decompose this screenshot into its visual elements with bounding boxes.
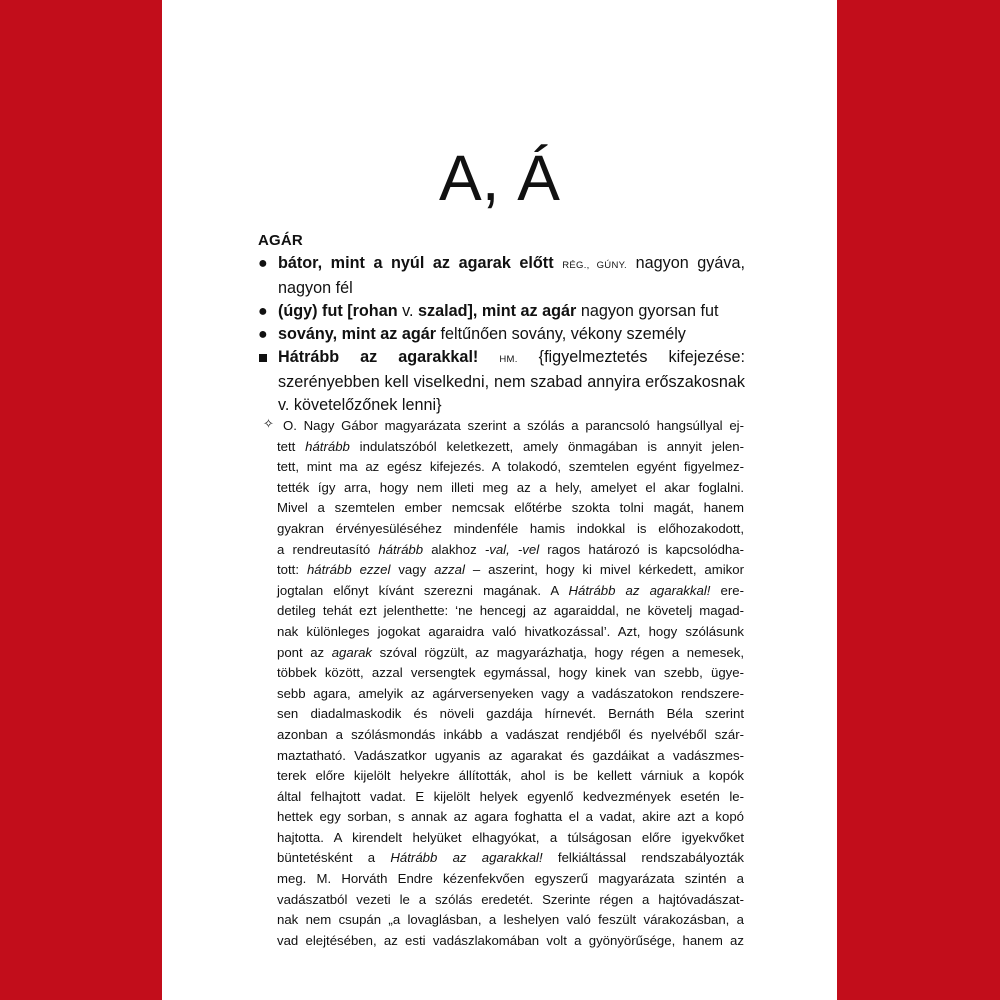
bullet-dot-icon: ● xyxy=(258,255,268,272)
note-line: maztatható. Vadászatkor ugyanis az agarakat és gazdáikat a vadászmes- xyxy=(277,747,744,763)
note-line: nak különleges jogokat agaraidra való hivatkozással’. Azt, hogy szólásunk xyxy=(277,623,744,639)
entry-definition: nagyon gyáva, nagyon fél xyxy=(278,254,745,297)
bullet-dot-icon: ● xyxy=(258,303,268,320)
note-line: O. Nagy Gábor magyarázata szerint a szólás a parancsoló hangsúllyal ej- xyxy=(283,418,744,433)
entry-phrase: bátor, mint a nyúl az agarak előtt xyxy=(278,254,554,272)
entry-phrase: sovány, mint az agár xyxy=(278,325,437,343)
entry-item xyxy=(258,323,745,346)
note-line: pont az agarak szóval rögzült, az magyarázhatja, hogy régen a nemesek, xyxy=(277,644,744,660)
note-line: gyakran érvényesüléséhez mindenféle hamis indokkal is előhozakodott, xyxy=(277,520,744,536)
entry-phrase: (úgy) fut [rohan xyxy=(278,302,398,320)
note-line: hajtotta. A kirendelt helyüket elhagyókat, a túlságosan előre igyekvőket xyxy=(277,829,744,845)
note-line: detileg tehát ezt jelenthette: ‘ne hencegj az agaraiddal, ne követelj magad- xyxy=(277,603,744,619)
entry-abbr: RÉG., GÚNY. xyxy=(562,260,627,271)
entry-list xyxy=(258,252,745,417)
note-line: meg. M. Horváth Endre kézenfekvően egyszerű magyarázata szintén a xyxy=(277,871,744,887)
entry-definition: {figyelmeztetés kifejezése: szerényebben kell viselkedni, nem szabad annyira erőszakosnak v. követelőzőnek lenni} xyxy=(278,348,745,414)
entry-definition: nagyon gyorsan fut xyxy=(580,302,719,320)
sparkle-icon: ✧ xyxy=(263,416,274,431)
left-red-margin xyxy=(0,0,162,1000)
section-title: A, Á xyxy=(439,142,560,214)
note-line: tették így arra, hogy nem illeti meg az a hely, amelyet el akar foglalni. xyxy=(277,479,744,495)
entry-abbr: HM. xyxy=(499,354,518,365)
note-line: büntetésként a Hátrább az agarakkal! felkiáltással rendszabályozták xyxy=(277,850,744,866)
note-line: a rendreutasító hátrább alakhoz -val, -vel ragos határozó is kapcsolódha- xyxy=(277,541,744,557)
note-line: által felhajtott vadat. E kijelölt helyek egyenlő kedvezmények esetén le- xyxy=(277,788,744,804)
note-line: tott: hátrább ezzel vagy azzal – aszerint, hogy ki mivel kérkedett, amikor xyxy=(277,562,745,578)
note-line: sebb agara, amelyik az agárversenyeken vagy a vadászatokon rendszere- xyxy=(277,685,744,701)
entry-phrase: szalad], mint az agár xyxy=(417,302,577,320)
note-line: terek előre kijelölt helyekre állították, ahol is be kellett várniuk a kopók xyxy=(277,768,744,784)
right-red-margin xyxy=(837,0,1000,1000)
note-line: tett, mint ma az egész kifejezés. A tolakodó, szemtelen egyént figyelmez- xyxy=(277,459,744,475)
entry-phrase: Hátrább az agarakkal! xyxy=(278,348,479,366)
note-line: nak nem csupán „a lovaglásban, a leshelyen való feszült várakozásban, a xyxy=(277,912,744,928)
entry-item xyxy=(258,346,745,417)
bullet-square-icon xyxy=(259,354,267,362)
bullet-dot-icon: ● xyxy=(258,326,268,343)
note-line: Mivel a szemtelen ember nemcsak előtérbe szokta tolni magát, hanem xyxy=(277,500,744,516)
note-line: többek között, azzal versengtek egymással, hogy kinek van szebb, ügye- xyxy=(277,665,744,681)
note-line: vad elejtésében, az esti vadászlakomában volt a gyönyörűsége, hanem az xyxy=(277,932,744,948)
dictionary-page xyxy=(162,0,837,1000)
note-line: sen diadalmaskodik és növeli gazdája hírnevét. Bernáth Béla szerint xyxy=(277,706,744,722)
entry-item xyxy=(258,300,745,323)
note-line: jogtalan előnyt kívánt szerezni magának. A Hátrább az agarakkal! ere- xyxy=(277,582,744,598)
note-line: tett hátrább indulatszóból keletkezett, amely önmagában is annyit jelen- xyxy=(277,438,744,454)
note-line: azonban a szólásmondás inkább a vadászat rendjéből és nyelvéből szár- xyxy=(277,726,744,742)
note-lines xyxy=(277,416,744,951)
note-line: vadászatból vezeti le a szólás eredetét. Szerinte régen a hajtóvadászat- xyxy=(277,891,744,907)
entry-item xyxy=(258,252,745,300)
headword: AGÁR xyxy=(258,232,303,249)
entry-definition: feltűnően sovány, vékony személy xyxy=(440,325,686,343)
entry-variant-marker: v. xyxy=(402,302,414,320)
note-line: hettek egy sorban, s annak az agara foghatta el a vadat, akire azt a kopó xyxy=(277,809,744,825)
etymology-note xyxy=(263,416,745,951)
